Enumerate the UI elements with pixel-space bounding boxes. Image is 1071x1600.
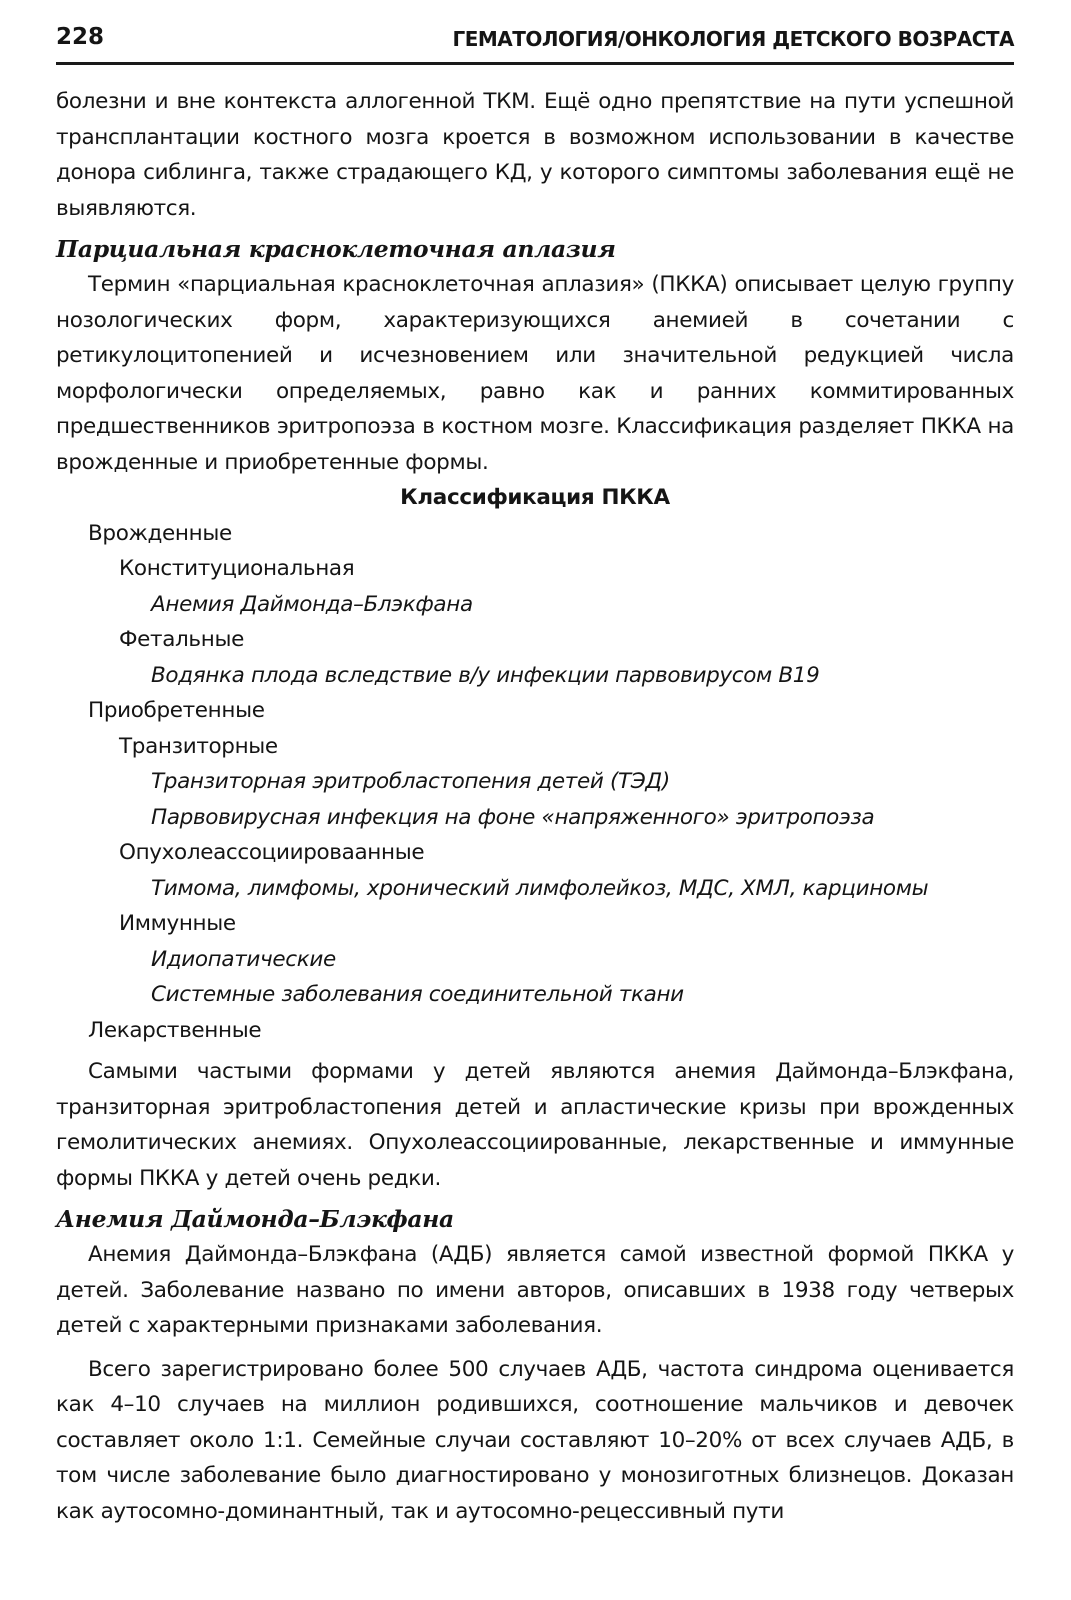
classification-item-level-2: Иммунные — [119, 911, 236, 936]
intro-paragraph: болезни и вне контекста аллогенной ТКМ. Ещё одно препятствие на пути успешной трансплантации костного мозга кроется в возможном использовании в качестве донора сиблинга, также страдающего КД, у которого симптомы заболевания ещё не выявляются. — [56, 89, 1014, 221]
page-body — [56, 84, 1014, 1529]
classification-item-level-1: Лекарственные — [88, 1017, 262, 1043]
classification-item-level-2: Опухолеассоциироваанные — [119, 840, 425, 865]
section-heading-adb: Анемия Даймонда–Блэкфана — [56, 1205, 454, 1233]
pkka-paragraph: Термин «парциальная красноклеточная аплазия» (ПККА) описывает целую группу нозологических форм, характеризующихся анемией в сочетании с ретикулоцитопенией и исчезновением или значительной редукцией числа морфологически определяемых, равно как и ранних коммитированных предшественников эритропоэза в костном мозге. Классификация разделяет ПККА на врожденные и приобретенные формы. — [56, 272, 1014, 475]
classification-item-level-3: Водянка плода вследствие в/у инфекции парвовирусом B19 — [151, 662, 820, 688]
page-number: 228 — [56, 24, 105, 50]
running-head: ГЕМАТОЛОГИЯ/ОНКОЛОГИЯ ДЕТСКОГО ВОЗРАСТА — [452, 27, 1014, 51]
classification-item-level-3: Транзиторная эритробластопения детей (ТЭД) — [151, 769, 670, 794]
page-header — [56, 22, 1014, 65]
after-classification-paragraph: Самыми частыми формами у детей являются анемия Даймонда–Блэкфана, транзиторная эритробластопения детей и апластические кризы при врожденных гемолитических анемиях. Опухолеассоциированные, лекарственные и иммунные формы ПККА у детей очень редки. — [56, 1059, 1014, 1191]
classification-item-level-2: Фетальные — [119, 627, 244, 652]
classification-item-level-2: Конституциональная — [119, 556, 355, 581]
classification-item-level-2: Транзиторные — [119, 733, 278, 759]
section-heading-pkka: Парциальная красноклеточная аплазия — [56, 235, 616, 263]
classification-item-level-3: Анемия Даймонда–Блэкфана — [151, 591, 473, 617]
classification-item-level-1: Врожденные — [88, 520, 232, 546]
classification-item-level-3: Идиопатические — [151, 946, 336, 972]
classification-list-wrap — [56, 516, 1014, 1049]
adb-paragraph-2: Всего зарегистрировано более 500 случаев АДБ, частота синдрома оценивается как 4–10 случаев на миллион родившихся, соотношение мальчиков и девочек составляет около 1:1. Семейные случаи составляют 10–20% от всех случаев АДБ, в том числе заболевание было диагностировано у монозиготных близнецов. Доказан как аутосомно-доминантный, так и аутосомно-рецессивный пути — [56, 1356, 1014, 1524]
classification-item-level-3: Парвовирусная инфекция на фоне «напряженного» эритропоэза — [151, 804, 875, 830]
classification-title: Классификация ПККА — [400, 485, 670, 510]
classification-item-level-3: Тимома, лимфомы, хронический лимфолейкоз, МДС, ХМЛ, карциномы — [151, 875, 929, 901]
adb-paragraph-1: Анемия Даймонда–Блэкфана (АДБ) является самой известной формой ПККА у детей. Заболевание названо по имени авторов, описавших в 1938 году четверых детей с характерными признаками заболевания. — [56, 1242, 1014, 1338]
classification-list — [56, 516, 1014, 1049]
classification-item-level-3: Системные заболевания соединительной ткани — [151, 982, 684, 1007]
classification-item-level-1: Приобретенные — [88, 698, 265, 723]
